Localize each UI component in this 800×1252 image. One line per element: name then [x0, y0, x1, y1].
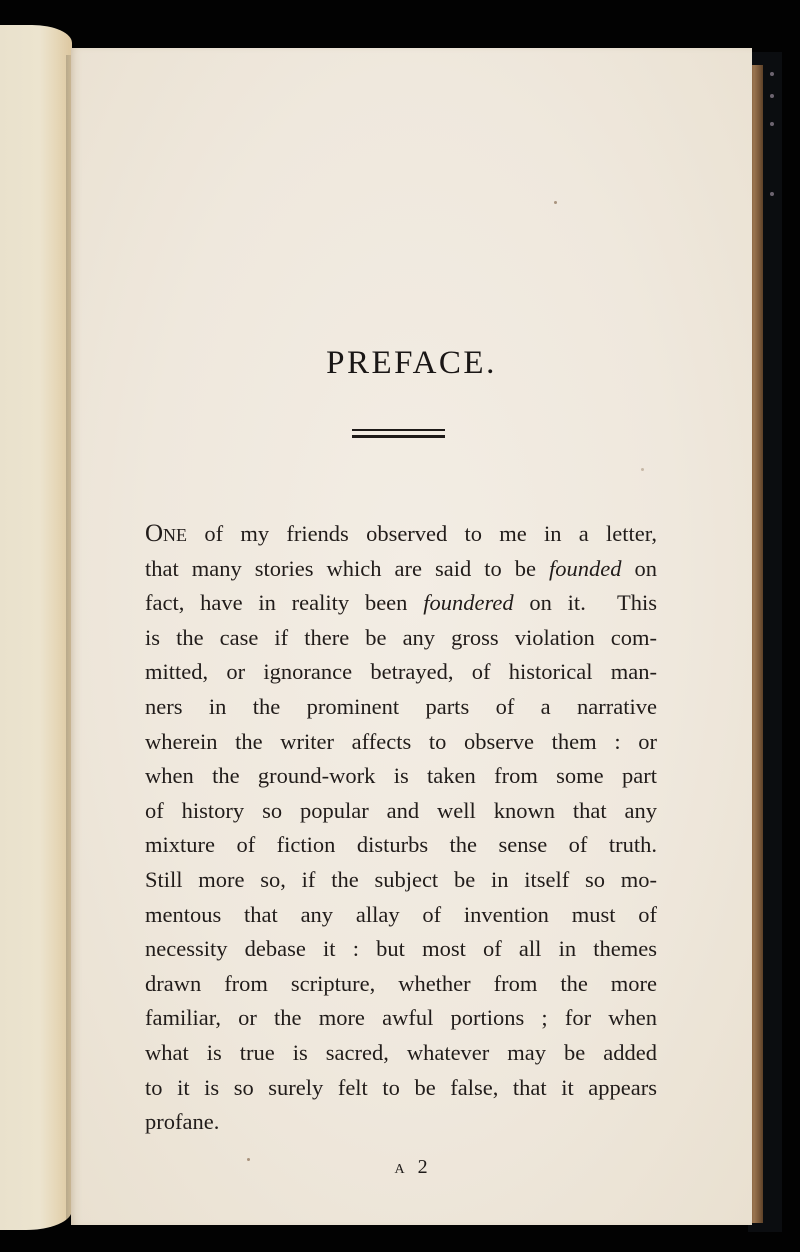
- rule-thin: [352, 429, 445, 431]
- text-line: [145, 1036, 657, 1071]
- text-segment: of my friends observed to me in a letter,: [187, 521, 657, 546]
- text-segment: of history so popular and well known that any: [145, 797, 657, 823]
- text-line: [145, 898, 657, 933]
- signature-mark: [71, 1156, 752, 1179]
- text-segment: when the ground-work is taken from some part: [145, 763, 657, 789]
- text-line: [145, 690, 657, 725]
- italic-word: foundered: [423, 590, 514, 616]
- double-rule-divider: [352, 429, 445, 438]
- text-line: [145, 794, 657, 829]
- text-segment: mentous that any allay of invention must of: [145, 901, 657, 927]
- signature-letter: A: [394, 1162, 406, 1177]
- text-line: [145, 725, 657, 760]
- text-segment: on it. This: [513, 590, 657, 616]
- text-segment: on: [621, 555, 658, 581]
- text-line: [145, 967, 657, 1002]
- cover-speck: [770, 122, 774, 126]
- text-segment: mixture of fiction disturbs the sense of truth.: [145, 832, 657, 858]
- text-line: [145, 863, 657, 898]
- text-line: [145, 1071, 657, 1106]
- cover-speck: [770, 72, 774, 76]
- text-line: [145, 932, 657, 967]
- page-heading: PREFACE.: [326, 345, 497, 381]
- text-segment: wherein the writer affects to observe them : or: [145, 728, 657, 754]
- text-line: [145, 552, 657, 587]
- text-line: [145, 586, 657, 621]
- text-segment: Still more so, if the subject be in itself so mo-: [145, 866, 657, 892]
- text-segment: what is true is sacred, whatever may be added: [145, 1039, 657, 1065]
- text-segment: ners in the prominent parts of a narrative: [145, 693, 657, 719]
- paper-speck: [554, 201, 557, 204]
- signature-number: 2: [417, 1156, 429, 1178]
- text-line: [145, 759, 657, 794]
- text-line: [145, 655, 657, 690]
- text-segment: to it is so surely felt to be false, that it appears: [145, 1074, 657, 1100]
- text-segment: profane.: [145, 1109, 220, 1135]
- text-segment: is the case if there be any gross violation com-: [145, 624, 657, 650]
- text-line: [145, 828, 657, 863]
- text-segment: mitted, or ignorance betrayed, of historical man-: [145, 659, 657, 685]
- italic-word: founded: [549, 555, 622, 581]
- text-line: [145, 517, 657, 552]
- paper-speck: [641, 468, 644, 471]
- rule-thick: [352, 435, 445, 438]
- preface-paragraph: [145, 517, 657, 1140]
- text-line: [145, 621, 657, 656]
- drop-smallcaps: One: [145, 520, 188, 547]
- cover-speck: [770, 94, 774, 98]
- book-page: [71, 48, 752, 1225]
- text-segment: necessity debase it : but most of all in themes: [145, 936, 657, 962]
- left-facing-page: [0, 25, 72, 1230]
- text-segment: familiar, or the more awful portions ; for when: [145, 1005, 657, 1031]
- text-segment: that many stories which are said to be: [145, 555, 549, 581]
- text-segment: drawn from scripture, whether from the more: [145, 970, 657, 996]
- text-line: [145, 1001, 657, 1036]
- cover-speck: [770, 192, 774, 196]
- text-segment: fact, have in reality been: [145, 590, 424, 616]
- text-line: [145, 1105, 657, 1140]
